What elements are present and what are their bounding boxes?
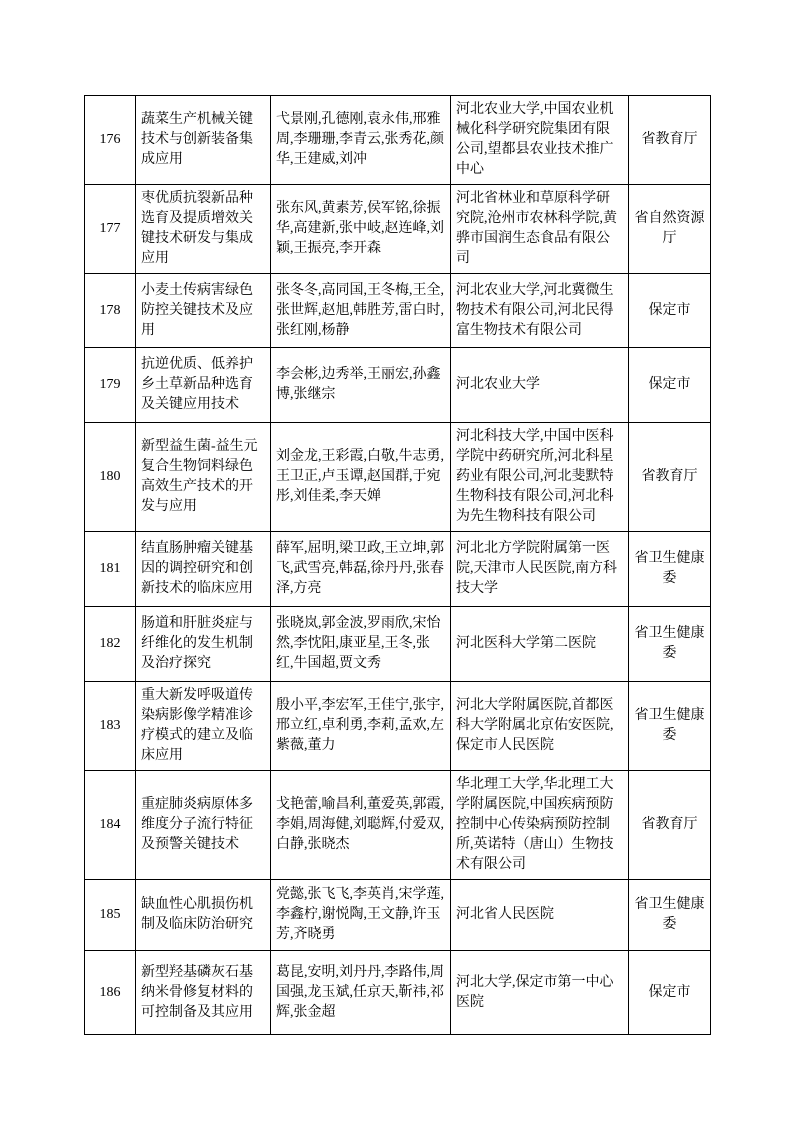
table-row: [85, 274, 711, 348]
projects-table-body: [85, 96, 711, 1035]
row-number: 182: [85, 607, 136, 682]
row-number: 184: [85, 771, 136, 880]
recommending-unit: 省卫生健康委: [629, 532, 711, 607]
project-members: 张冬冬,高同国,王冬梅,王全,张世辉,赵旭,韩胜芳,雷白时,张红刚,杨静: [271, 274, 451, 348]
recommending-unit: 保定市: [629, 274, 711, 348]
project-title: 重症肺炎病原体多维度分子流行特征及预警关键技术: [136, 771, 271, 880]
project-members: 戈艳蕾,喻昌利,董爱英,郭霞,李娟,周海健,刘聪辉,付爱双,白静,张晓杰: [271, 771, 451, 880]
recommending-unit: 省教育厅: [629, 771, 711, 880]
row-number: 180: [85, 423, 136, 532]
project-institutions: 河北医科大学第二医院: [451, 607, 629, 682]
projects-table: [84, 95, 711, 1035]
project-title: 缺血性心肌损伤机制及临床防治研究: [136, 880, 271, 951]
project-members: 党懿,张飞飞,李英肖,宋学莲,李鑫柠,谢悦陶,王文静,许玉芳,齐晓勇: [271, 880, 451, 951]
project-title: 重大新发呼吸道传染病影像学精准诊疗模式的建立及临床应用: [136, 682, 271, 771]
project-members: 刘金龙,王彩霞,白敬,牛志勇,王卫正,卢玉谭,赵国群,于宛彤,刘佳柔,李天婵: [271, 423, 451, 532]
table-row: [85, 532, 711, 607]
table-row: [85, 348, 711, 423]
row-number: 177: [85, 185, 136, 274]
project-members: 张晓岚,郭金波,罗雨欣,宋怡然,李忱阳,康亚星,王冬,张红,牛国超,贾文秀: [271, 607, 451, 682]
project-title: 新型羟基磷灰石基纳米骨修复材料的可控制备及其应用: [136, 951, 271, 1035]
project-institutions: 河北科技大学,中国中医科学院中药研究所,河北科星药业有限公司,河北斐默特生物科技有限公司,河北科为先生物科技有限公司: [451, 423, 629, 532]
project-institutions: 河北农业大学: [451, 348, 629, 423]
row-number: 178: [85, 274, 136, 348]
project-members: 李会彬,边秀举,王丽宏,孙鑫博,张继宗: [271, 348, 451, 423]
row-number: 183: [85, 682, 136, 771]
row-number: 181: [85, 532, 136, 607]
project-institutions: 河北省林业和草原科学研究院,沧州市农林科学院,黄骅市国润生态食品有限公司: [451, 185, 629, 274]
project-institutions: 河北大学附属医院,首都医科大学附属北京佑安医院,保定市人民医院: [451, 682, 629, 771]
project-institutions: 河北大学,保定市第一中心医院: [451, 951, 629, 1035]
row-number: 176: [85, 96, 136, 185]
project-institutions: 河北农业大学,中国农业机械化科学研究院集团有限公司,望都县农业技术推广中心: [451, 96, 629, 185]
table-row: [85, 771, 711, 880]
recommending-unit: 省卫生健康委: [629, 880, 711, 951]
project-title: 小麦土传病害绿色防控关键技术及应用: [136, 274, 271, 348]
project-members: 张东风,黄素芳,侯军铭,徐振华,高建新,张中岐,赵连峰,刘颖,王振亮,李开森: [271, 185, 451, 274]
project-members: 薛军,屈明,梁卫政,王立坤,郭飞,武雪亮,韩磊,徐丹丹,张春泽,方亮: [271, 532, 451, 607]
project-title: 肠道和肝脏炎症与纤维化的发生机制及治疗探究: [136, 607, 271, 682]
row-number: 186: [85, 951, 136, 1035]
recommending-unit: 省自然资源厅: [629, 185, 711, 274]
project-institutions: 华北理工大学,华北理工大学附属医院,中国疾病预防控制中心传染病预防控制所,英诺特（唐山）生物技术有限公司: [451, 771, 629, 880]
row-number: 185: [85, 880, 136, 951]
table-row: [85, 185, 711, 274]
table-row: [85, 423, 711, 532]
recommending-unit: 保定市: [629, 348, 711, 423]
project-title: 抗逆优质、低养护乡土草新品种选育及关键应用技术: [136, 348, 271, 423]
recommending-unit: 保定市: [629, 951, 711, 1035]
table-row: [85, 951, 711, 1035]
table-row: [85, 607, 711, 682]
table-row: [85, 880, 711, 951]
project-title: 枣优质抗裂新品种选育及提质增效关键技术研发与集成应用: [136, 185, 271, 274]
recommending-unit: 省教育厅: [629, 423, 711, 532]
recommending-unit: 省卫生健康委: [629, 607, 711, 682]
project-institutions: 河北农业大学,河北冀微生物技术有限公司,河北民得富生物技术有限公司: [451, 274, 629, 348]
project-title: 结直肠肿瘤关键基因的调控研究和创新技术的临床应用: [136, 532, 271, 607]
table-row: [85, 96, 711, 185]
project-members: 弋景刚,孔德刚,袁永伟,邢雅周,李珊珊,李青云,张秀花,颜华,王建威,刘冲: [271, 96, 451, 185]
project-institutions: 河北北方学院附属第一医院,天津市人民医院,南方科技大学: [451, 532, 629, 607]
recommending-unit: 省教育厅: [629, 96, 711, 185]
table-row: [85, 682, 711, 771]
row-number: 179: [85, 348, 136, 423]
project-members: 葛昆,安明,刘丹丹,李路伟,周国强,龙玉斌,任京天,靳祎,祁辉,张金超: [271, 951, 451, 1035]
project-title: 新型益生菌-益生元复合生物饲料绿色高效生产技术的开发与应用: [136, 423, 271, 532]
project-title: 蔬菜生产机械关键技术与创新装备集成应用: [136, 96, 271, 185]
project-institutions: 河北省人民医院: [451, 880, 629, 951]
recommending-unit: 省卫生健康委: [629, 682, 711, 771]
project-members: 殷小平,李宏军,王佳宁,张宇,邢立红,卓利勇,李莉,孟欢,左紫薇,董力: [271, 682, 451, 771]
